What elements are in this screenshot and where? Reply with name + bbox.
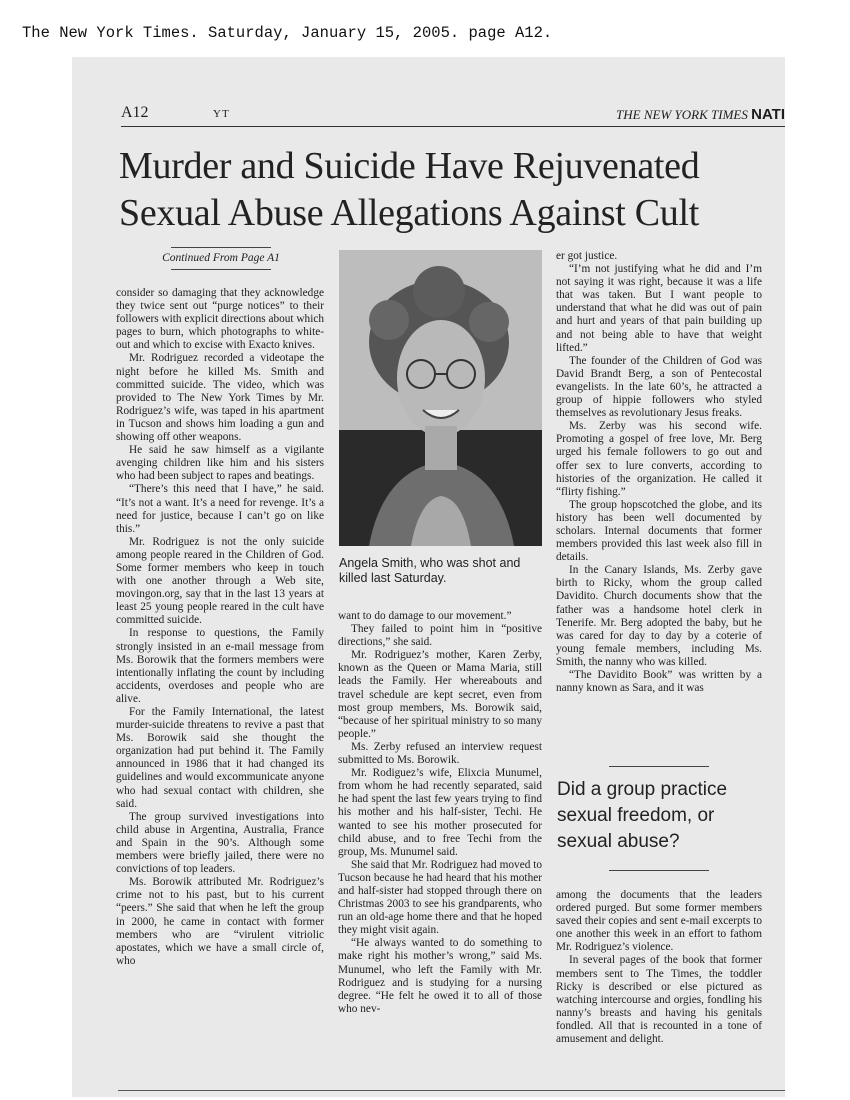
article-column-3-bottom xyxy=(556,889,762,1046)
divider xyxy=(118,1090,785,1091)
paragraph: Mr. Rodriguez’s mother, Karen Zerby, known as the Queen or Mama Maria, still leads the Family. Her whereabouts and travel schedule are kept secret, even from most group members, Ms. Borowik said, “because of her spiritual ministry to so many people.” xyxy=(338,649,542,740)
paragraph: among the documents that the leaders ordered purged. But some former members saved their copies and sent e-mail excerpts to one another this week in an effort to fathom Mr. Rodriguez’s violence. xyxy=(556,889,762,954)
paragraph: Ms. Borowik attributed Mr. Rodriguez’s crime not to his past, but to his current “peers.” She said that when he left the group in 2000, he came in contact with former members who are “virulent vitriolic apostates, which we have a small circle of, who xyxy=(116,876,324,967)
divider xyxy=(609,766,709,767)
paragraph: consider so damaging that they acknowledge they twice sent out “purge notices” to their followers with explicit directions about which pages to burn, which photographs to white-out and which to excise with Exacto knives. xyxy=(116,287,325,352)
article-column-1 xyxy=(116,287,324,968)
paragraph: He said he saw himself as a vigilante avenging children like him and his sisters who had been subject to rapes and beatings. xyxy=(116,444,324,483)
paragraph: Ms. Zerby was his second wife. Promoting a gospel of free love, Mr. Berg urged his female followers to go out and offer sex to lure converts, according to histories of the organization. He called it “flirty fishing.” xyxy=(556,420,762,498)
article-column-2 xyxy=(338,610,542,1016)
paragraph: “He always wanted to do something to make right his mother’s wrong,” said Ms. Munumel, who left the Family with Mr. Rodriguez and is studying for a nursing degree. “He felt he owed it to all of those who nev- xyxy=(338,937,542,1015)
publication-name xyxy=(616,106,785,123)
paragraph: In response to questions, the Family strongly insisted in an e-mail message from Ms. Borowik that the formers members were intentionally inflating the count by including accidents, overdoses and people who are alive. xyxy=(116,627,324,705)
paragraph: The group survived investigations into child abuse in Argentina, Australia, France and Spain in the 90’s. Although some members were briefly jailed, there were no convictions of top leaders. xyxy=(116,810,324,876)
page-header xyxy=(121,104,785,127)
paragraph: They failed to point him in “positive directions,” she said. xyxy=(338,623,542,649)
article-column-3-top xyxy=(556,250,762,695)
paragraph: Ms. Zerby refused an interview request submitted to Ms. Borowik. xyxy=(338,740,542,767)
edition-code: YT xyxy=(213,108,230,120)
paragraph: er got justice. xyxy=(556,250,618,262)
section-name: NATI xyxy=(751,106,785,123)
divider xyxy=(171,247,271,248)
paragraph: In the Canary Islands, Ms. Zerby gave birth to Ricky, whom the group called Davidito. Church documents show that the father was a handsome hotel clerk in Tenerife. Mr. Berg adopted the baby, but he was cared for day to day by a coterie of young female members, including Ms. Smith, the nanny who was killed. xyxy=(556,564,762,668)
paragraph: “There’s this need that I have,” he said. “It’s not a want. It’s a need for revenge. It’s a need for justice, because I can’t go on like this.” xyxy=(116,483,324,535)
paragraph: The founder of the Children of God was David Brandt Berg, a son of Pentecostal evangelists. In the late 60’s, he attracted a group of hippie followers who styled themselves as revolutionary Jesus freaks. xyxy=(556,354,762,420)
continued-note xyxy=(118,247,324,270)
headline xyxy=(119,143,779,237)
publication-title: THE NEW YORK TIMES xyxy=(616,107,748,122)
page-number: A12 xyxy=(121,104,149,121)
photo-caption: Angela Smith, who was shot and killed last Saturday. xyxy=(339,556,521,585)
paragraph: Mr. Rodriguez recorded a videotape the night before he killed Ms. Smith and committed suicide. The video, which was provided to The New York Times by Mr. Rodriguez’s wife, was taped in his apartment in Tucson and shows him loading a gun and showing off other weapons. xyxy=(116,352,324,444)
headline-line-1: Murder and Suicide Have Rejuvenated xyxy=(119,145,700,187)
paragraph: For the Family International, the latest murder-suicide threatens to revive a past that Ms. Borowik said she thought the organization had put behind it. The Family announced in 1986 that it had changed its guidelines and would excommunicate anyone who had sexual contact with children, she said. xyxy=(116,706,324,810)
divider xyxy=(171,269,271,270)
paragraph: “The Davidito Book” was written by a nanny known as Sara, and it was xyxy=(556,669,762,695)
paragraph: The group hopscotched the globe, and its history has been well documented by scholars. Internal documents that former members provided this last week also fill in details. xyxy=(556,498,762,564)
portrait-photo xyxy=(339,250,542,546)
divider xyxy=(609,870,709,871)
paragraph: want to do damage to our movement.” xyxy=(338,610,512,622)
paragraph: She said that Mr. Rodriguez had moved to Tucson because he had heard that his mother and half-sister had stopped through there on Christmas 2003 to see his grandparents, who run an old-age home there and that he hoped they might visit again. xyxy=(338,858,542,937)
pull-quote: Did a group practice sexual freedom, or sexual abuse? xyxy=(557,779,728,852)
continued-label: Continued From Page A1 xyxy=(162,252,280,264)
portrait-illustration xyxy=(339,250,542,546)
headline-line-2: Sexual Abuse Allegations Against Cult xyxy=(119,192,699,234)
paragraph: In several pages of the book that former members sent to The Times, the toddler Ricky is described or else pictured as watching intercourse and orgies, fondling his nanny’s breasts and having his genitals fondled. All that is recounted in a tone of amusement and delight. xyxy=(556,954,762,1046)
paragraph: Mr. Rodiguez’s wife, Elixcia Munumel, from whom he had recently separated, said he had spent the last few years trying to find his mother and his half-sister, Techi. He wanted to see his mother prosecuted for child abuse, and to free Techi from the group, Ms. Munumel said. xyxy=(338,767,542,858)
paragraph: “I’m not justifying what he did and I’m not saying it was right, because it was a life that was taken. But I want people to understand that what he did was out of pain and hurt and years of that pain building up and not being able to have that weight lifted.” xyxy=(556,263,762,354)
paragraph: Mr. Rodriguez is not the only suicide among people reared in the Children of God. Some former members who keep in touch with one another through a Web site, movingon.org, say that in the last 13 years at least 25 young people reared in the cult have committed suicide. xyxy=(116,535,324,627)
source-citation: The New York Times. Saturday, January 15, 2005. page A12. xyxy=(22,24,553,42)
